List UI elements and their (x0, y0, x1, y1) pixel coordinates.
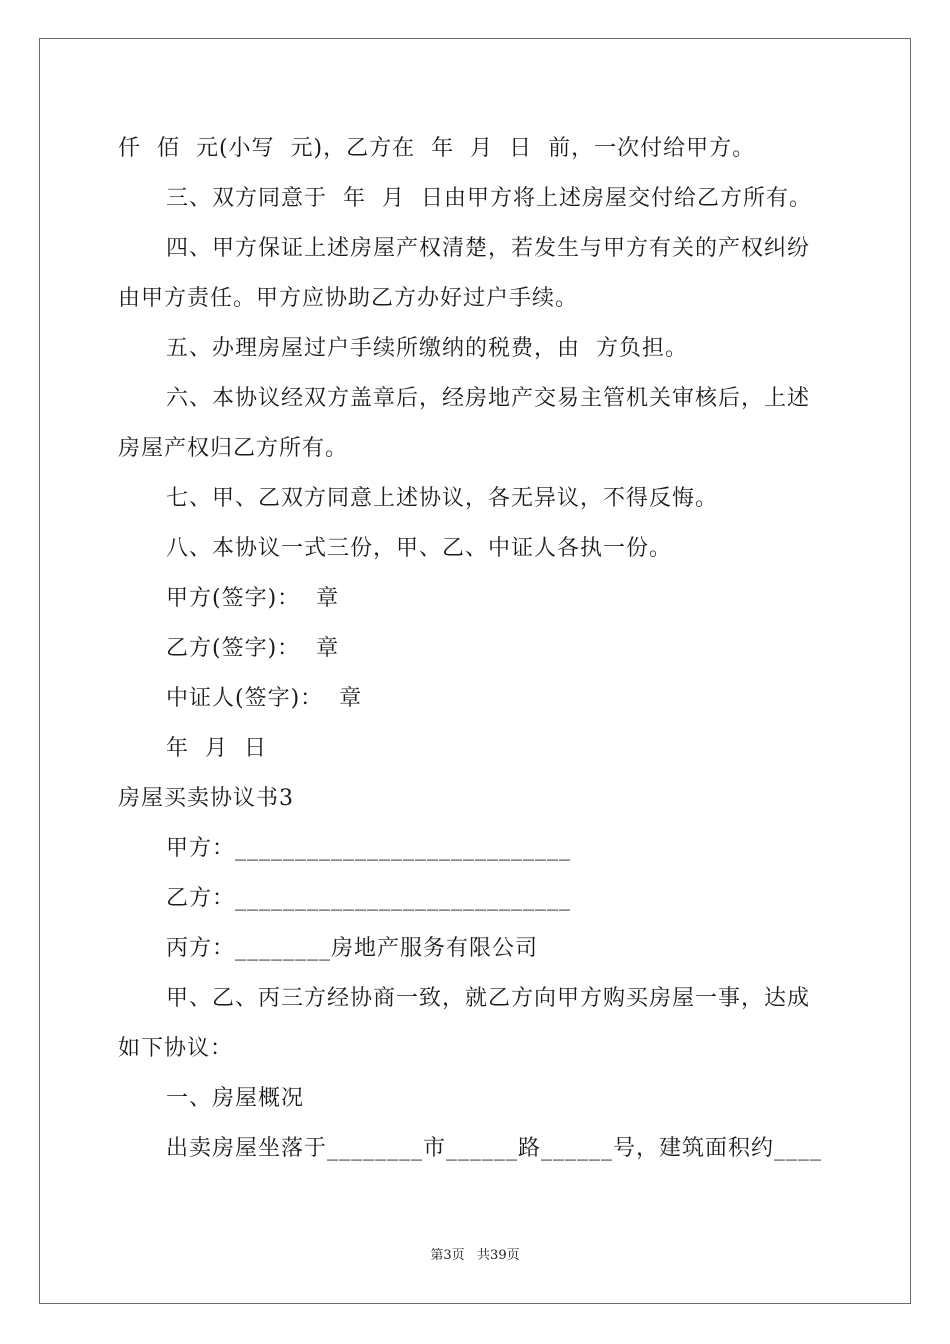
text-line: 六、本协议经双方盖章后，经房地产交易主管机关审核后，上述 (166, 386, 811, 411)
text-line: 房屋产权归乙方所有。 (118, 436, 349, 461)
signature-party-b: 乙方(签字)： 章 (166, 636, 340, 661)
text-line: 如下协议： (118, 1036, 234, 1061)
page-number-footer: 第3页 共39页 (430, 1248, 520, 1263)
text-line: 甲、乙、丙三方经协商一致，就乙方向甲方购买房屋一事，达成 (166, 986, 811, 1011)
text-line: 仟 佰 元(小写 元)，乙方在 年 月 日 前，一次付给甲方。 (118, 136, 756, 161)
signature-party-a: 甲方(签字)： 章 (166, 586, 340, 611)
text-line: 三、双方同意于 年 月 日由甲方将上述房屋交付给乙方所有。 (166, 186, 812, 211)
text-line: 由甲方责任。甲方应协助乙方办好过户手续。 (118, 286, 579, 311)
clause-heading: 一、房屋概况 (166, 1086, 305, 1111)
party-a-field: 甲方：____________________________ (166, 836, 572, 861)
party-c-field: 丙方：________房地产服务有限公司 (166, 936, 539, 961)
text-line: 七、甲、乙双方同意上述协议，各无异议，不得反悔。 (166, 486, 719, 511)
signature-witness: 中证人(签字)： 章 (166, 686, 363, 711)
section-title: 房屋买卖协议书3 (118, 786, 294, 811)
date-line: 年 月 日 (166, 736, 267, 761)
page-border (39, 38, 911, 1304)
text-line: 出卖房屋坐落于________市______路______号，建筑面积约____ (166, 1136, 823, 1161)
party-b-field: 乙方：____________________________ (166, 886, 572, 911)
text-line: 八、本协议一式三份，甲、乙、中证人各执一份。 (166, 536, 673, 561)
text-line: 四、甲方保证上述房屋产权清楚，若发生与甲方有关的产权纠纷 (166, 236, 811, 261)
text-line: 五、办理房屋过户手续所缴纳的税费，由 方负担。 (166, 336, 688, 361)
